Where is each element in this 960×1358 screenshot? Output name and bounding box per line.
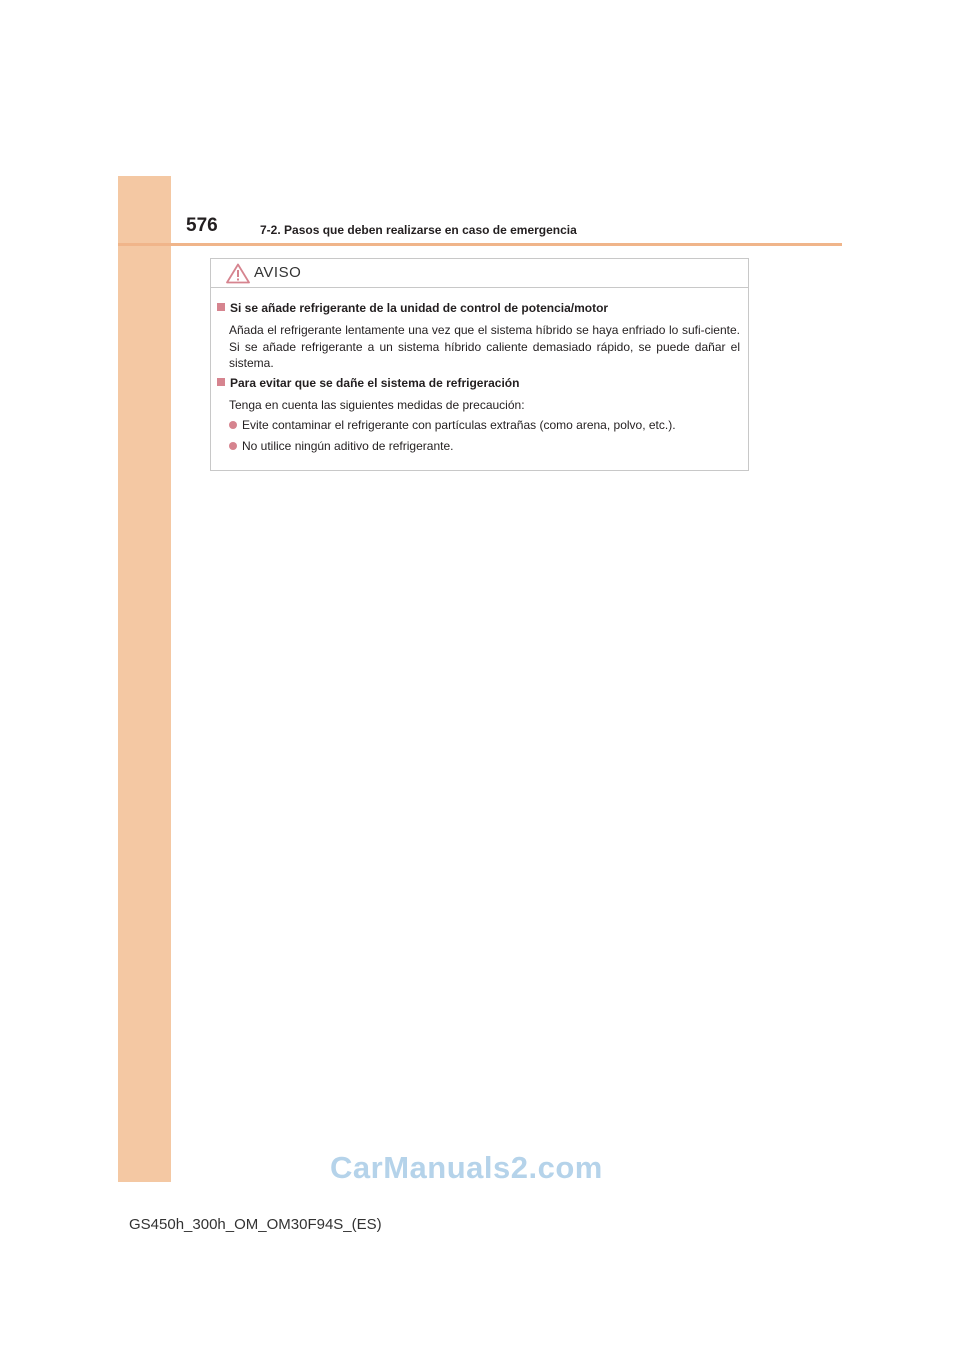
caution-header xyxy=(211,259,748,288)
caution-box xyxy=(210,258,749,471)
item-heading: Si se añade refrigerante de la unidad de control de potencia/motor xyxy=(217,301,608,315)
watermark: CarManuals2.com xyxy=(330,1150,603,1185)
section-title: 7-2. Pasos que deben realizarse en caso de emergencia xyxy=(260,223,577,237)
round-bullet-icon xyxy=(229,421,237,429)
item-paragraph: Añada el refrigerante lentamente una vez que el sistema híbrido se haya enfriado lo sufi-ciente. Si se añade refrigerante a un sistema híbrido caliente demasiado rápido, se puede dañar el sistema. xyxy=(229,323,740,370)
bullet-item: No utilice ningún aditivo de refrigerante. xyxy=(229,439,453,453)
side-tab-strip xyxy=(118,176,171,1182)
page-number: 576 xyxy=(186,215,218,236)
square-bullet-icon xyxy=(217,378,225,386)
footer-model-code: GS450h_300h_OM_OM30F94S_(ES) xyxy=(129,1216,382,1233)
item-paragraph: Tenga en cuenta las siguientes medidas de precaución: xyxy=(229,398,525,412)
square-bullet-icon xyxy=(217,303,225,311)
header-rule xyxy=(118,243,842,246)
round-bullet-icon xyxy=(229,442,237,450)
bullet-item: Evite contaminar el refrigerante con partículas extrañas (como arena, polvo, etc.). xyxy=(229,418,676,432)
warning-triangle-icon xyxy=(226,263,250,289)
item-heading: Para evitar que se dañe el sistema de refrigeración xyxy=(217,376,519,390)
caution-label: AVISO xyxy=(254,264,302,281)
